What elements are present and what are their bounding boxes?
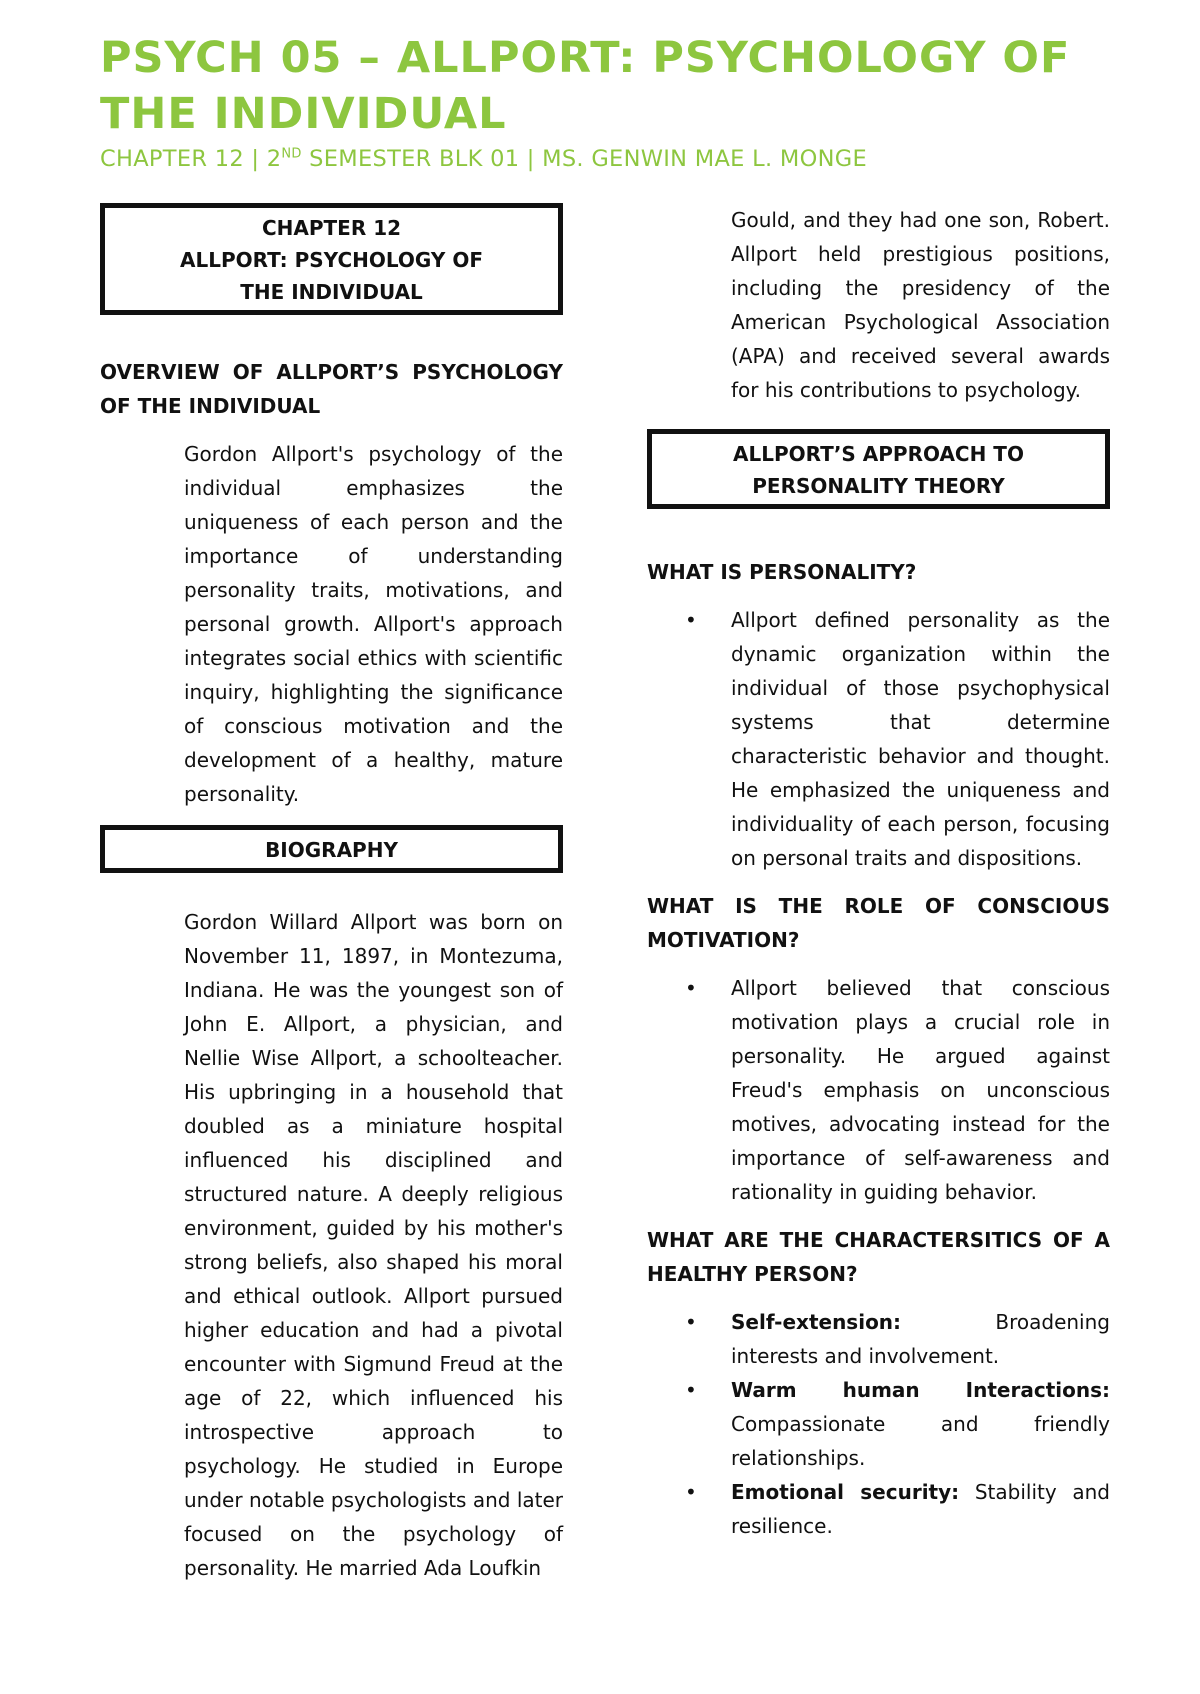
list-item xyxy=(647,1475,1110,1543)
personality-heading: WHAT IS PERSONALITY? xyxy=(647,560,917,584)
motivation-list xyxy=(647,971,1110,1209)
approach-box: ALLPORT’S APPROACH TO PERSONALITY THEORY xyxy=(647,429,1110,509)
subtitle-instructor: SEMESTER BLK 01 | MS. GENWIN MAE L. MONGE xyxy=(301,146,867,172)
bullet-icon: • xyxy=(685,1310,697,1334)
chapter-box-line1: CHAPTER 12 xyxy=(261,216,402,240)
list-item xyxy=(647,1373,1110,1475)
list-item xyxy=(647,603,1110,875)
bullet-icon: • xyxy=(685,1480,697,1504)
trait-term: Warm human Interactions: xyxy=(731,1378,1110,1402)
personality-list xyxy=(647,603,1110,875)
biography-paragraph: Gordon Willard Allport was born on November 11, 1897, in Montezuma, Indiana. He was the youngest son of John E. Allport, a physician, and Nellie Wise Allport, a schoolteacher. His upbringing in a household that doubled as a miniature hospital influenced his disciplined and structured nature. A deeply religious environment, guided by his mother's strong beliefs, also shaped his moral and ethical outlook. Allport pursued higher education and had a pivotal encounter with Sigmund Freud at the age of 22, which influenced his introspective approach to psychology. He studied in Europe under notable psychologists and later focused on the psychology of personality. He married Ada Loufkin xyxy=(184,910,563,1580)
subtitle-course: CHAPTER 12 | 2 xyxy=(100,146,282,172)
left-column xyxy=(100,203,563,1585)
motivation-text: Allport believed that conscious motivation plays a crucial role in personality. He argued against Freud's emphasis on unconscious motives, advocating instead for the importance of self-awareness and rationality in guiding behavior. xyxy=(731,976,1110,1204)
overview-heading: OVERVIEW OF ALLPORT’S PSYCHOLOGY OF THE INDIVIDUAL xyxy=(100,360,563,418)
motivation-heading: WHAT IS THE ROLE OF CONSCIOUS MOTIVATION? xyxy=(647,894,1110,952)
bullet-icon: • xyxy=(685,976,697,1000)
list-item xyxy=(647,1305,1110,1373)
right-column xyxy=(647,203,1110,1543)
biography-box: BIOGRAPHY xyxy=(100,825,563,873)
trait-description: Broadening interests and involvement. xyxy=(731,1310,1110,1368)
trait-description: Compassionate and friendly relationships. xyxy=(731,1412,1110,1470)
trait-term: Self-extension: xyxy=(731,1310,902,1334)
biography-continued: Gould, and they had one son, Robert. Allport held prestigious positions, including the presidency of the American Psychological Association (APA) and received several awards for his contributions to psychology. xyxy=(731,208,1110,402)
chapter-box-line2: ALLPORT: PSYCHOLOGY OF THE INDIVIDUAL xyxy=(179,248,483,304)
trait-term: Emotional security: xyxy=(731,1480,960,1504)
personality-definition: Allport defined personality as the dynamic organization within the individual of those psychophysical systems that determine characteristic behavior and thought. He emphasized the uniqueness and individuality of each person, focusing on personal traits and dispositions. xyxy=(731,608,1110,870)
chapter-box xyxy=(100,203,563,315)
document-title: PSYCH 05 – ALLPORT: PSYCHOLOGY OF THE INDIVIDUAL xyxy=(100,33,1071,139)
list-item xyxy=(647,971,1110,1209)
healthy-person-heading: WHAT ARE THE CHARACTERSITICS OF A HEALTHY PERSON? xyxy=(647,1228,1110,1286)
healthy-traits-list xyxy=(647,1305,1110,1543)
document-subtitle xyxy=(100,146,1120,172)
overview-paragraph: Gordon Allport's psychology of the individual emphasizes the uniqueness of each person and the importance of understanding personality traits, motivations, and personal growth. Allport's approach integrates social ethics with scientific inquiry, highlighting the significance of conscious motivation and the development of a healthy, mature personality. xyxy=(184,442,563,806)
subtitle-ordinal: ND xyxy=(281,146,302,162)
bullet-icon: • xyxy=(685,608,697,632)
bullet-icon: • xyxy=(685,1378,697,1402)
document-header xyxy=(100,30,1120,172)
trait-description: Stability and resilience. xyxy=(731,1480,1110,1538)
